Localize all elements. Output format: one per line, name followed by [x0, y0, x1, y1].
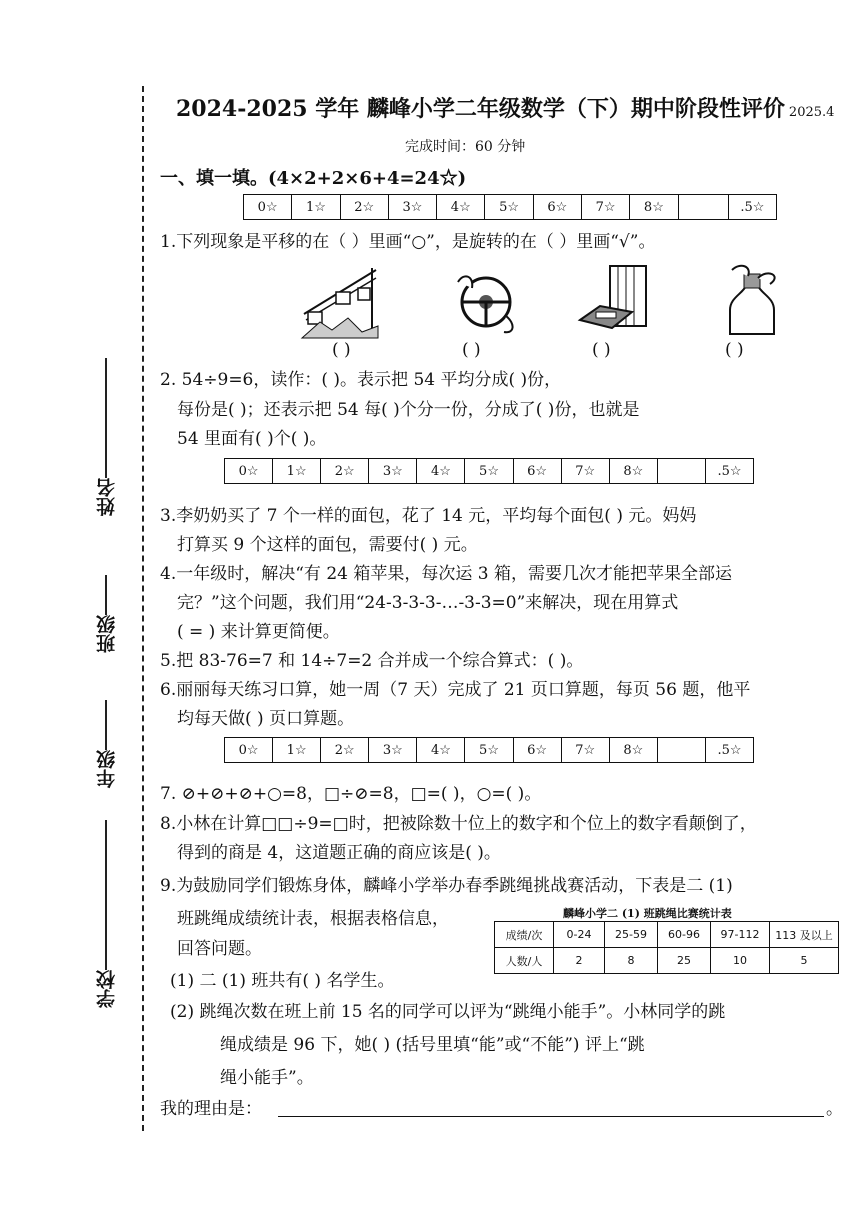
table-header-cell: 60-96	[658, 922, 711, 948]
question-9-line-3: 回答问题。	[177, 939, 262, 959]
table-row	[495, 948, 839, 974]
score-cell[interactable]: 0☆	[225, 738, 273, 762]
question-3-line-2: 打算买 9 个这样的面包，需要付( ) 元。	[177, 535, 478, 555]
page-title	[176, 92, 834, 123]
school-field[interactable]	[86, 820, 126, 1008]
school-blank-line	[105, 820, 107, 970]
school-label: 学校	[95, 970, 118, 1008]
score-cell[interactable]: 8☆	[610, 738, 658, 762]
score-cell[interactable]: 5☆	[465, 459, 513, 483]
drawer-picture	[574, 262, 654, 340]
table-header-cell: 113 及以上	[770, 922, 839, 948]
grade-label: 年级	[95, 750, 118, 788]
score-cell[interactable]	[658, 459, 706, 483]
jump-rope-stats-table	[494, 921, 839, 974]
score-cell[interactable]: 5☆	[485, 195, 533, 219]
table-cell: 8	[605, 948, 658, 974]
bottle-cap-picture	[712, 262, 792, 340]
question-4-line-2: 完？”这个问题，我们用“24-3-3-3-…-3-3=0”来解决，现在用算式	[177, 593, 679, 613]
table-header-cell: 0-24	[554, 922, 605, 948]
time-limit: 完成时间：60 分钟	[405, 139, 526, 155]
score-cell[interactable]: 4☆	[417, 459, 465, 483]
table-header-cell: 25-59	[605, 922, 658, 948]
score-cell[interactable]: .5☆	[717, 742, 742, 758]
question-9-sub-2-line-1: (2) 跳绳次数在班上前 15 名的同学可以评为“跳绳小能手”。小林同学的跳	[170, 1002, 726, 1022]
score-cell[interactable]: 2☆	[321, 459, 369, 483]
reason-label: 我的理由是：	[160, 1099, 262, 1119]
answer-paren-2[interactable]: ( )	[462, 340, 481, 360]
score-cell[interactable]: 0☆	[244, 195, 292, 219]
score-cell[interactable]: 7☆	[582, 195, 630, 219]
table-cell: 10	[711, 948, 770, 974]
score-cell[interactable]: 2☆	[341, 195, 389, 219]
class-field[interactable]	[86, 575, 126, 653]
question-6-line-1: 6.丽丽每天练习口算，她一周（7 天）完成了 21 页口算题，每页 56 题，他平	[160, 680, 751, 700]
question-3-line-1: 3.李奶奶买了 7 个一样的面包，花了 14 元，平均每个面包( ) 元。妈妈	[160, 506, 697, 526]
score-cell[interactable]	[679, 195, 729, 219]
name-label: 姓名	[95, 478, 118, 516]
score-cell[interactable]: 2☆	[321, 738, 369, 762]
score-cell[interactable]: 4☆	[417, 738, 465, 762]
question-2-line-2: 每份是( )；还表示把 54 每( )个分一份，分成了( )份，也就是	[177, 400, 640, 420]
question-8-line-1: 8.小林在计算□□÷9=□时，把被除数十位上的数字和个位上的数字看颠倒了，	[160, 814, 757, 834]
class-blank-line	[105, 575, 107, 615]
score-cell[interactable]: 0☆	[225, 459, 273, 483]
name-field[interactable]	[86, 358, 126, 516]
score-cell[interactable]: 5☆	[465, 738, 513, 762]
score-cell[interactable]	[658, 738, 706, 762]
score-cell[interactable]: 7☆	[562, 738, 610, 762]
exam-date: 2025.4	[788, 105, 835, 120]
score-cell[interactable]: 6☆	[514, 459, 562, 483]
binding-dashed-line	[142, 86, 144, 1131]
reason-end: 。	[826, 1099, 843, 1119]
title-text: 2024-2025 学年 麟峰小学二年级数学（下）期中阶段性评价	[176, 96, 785, 122]
table-cell: 2	[554, 948, 605, 974]
table-header-cell: 成绩/次	[495, 922, 554, 948]
score-cell[interactable]: 4☆	[437, 195, 485, 219]
question-8-line-2: 得到的商是 4，这道题正确的商应该是( )。	[177, 843, 501, 863]
question-9-line-1: 9.为鼓励同学们锻炼身体，麟峰小学举办春季跳绳挑战赛活动，下表是二 (1)	[160, 876, 733, 896]
question-2-line-3: 54 里面有( )个( )。	[177, 429, 327, 449]
grade-blank-line	[105, 700, 107, 750]
class-label: 班级	[95, 615, 118, 653]
answer-paren-1[interactable]: ( )	[332, 340, 351, 360]
score-cell[interactable]: 6☆	[534, 195, 582, 219]
question-4-line-1: 4.一年级时，解决“有 24 箱苹果，每次运 3 箱，需要几次才能把苹果全部运	[160, 564, 732, 584]
table-cell: 5	[770, 948, 839, 974]
answer-paren-3[interactable]: ( )	[592, 340, 611, 360]
score-box	[224, 458, 754, 484]
score-cell[interactable]: 3☆	[369, 459, 417, 483]
score-cell[interactable]: 8☆	[610, 459, 658, 483]
score-cell[interactable]: .5☆	[717, 463, 742, 479]
section-heading: 一、填一填。(4×2+2×6+4=24☆)	[160, 168, 467, 189]
answer-paren-4[interactable]: ( )	[725, 340, 744, 360]
question-1: 1.下列现象是平移的在（ ）里画“○”，是旋转的在（ ）里画“√”。	[160, 232, 656, 252]
table-caption: 麟峰小学二 (1) 班跳绳比赛统计表	[563, 907, 732, 920]
score-cell[interactable]: .5☆	[740, 199, 765, 215]
question-6-line-2: 均每天做( ) 页口算题。	[177, 709, 355, 729]
score-cell[interactable]: 7☆	[562, 459, 610, 483]
table-header-cell: 97-112	[711, 922, 770, 948]
question-9-sub-2-line-2: 绳成绩是 96 下，她( ) (括号里填“能”或“不能”) 评上“跳	[220, 1035, 645, 1055]
score-box	[243, 194, 777, 220]
question-5: 5.把 83-76=7 和 14÷7=2 合并成一个综合算式：( )。	[160, 651, 584, 671]
table-cell: 人数/人	[495, 948, 554, 974]
steering-wheel-picture	[450, 262, 530, 340]
cable-car-picture	[300, 262, 380, 340]
question-9-sub-2-line-3: 绳小能手”。	[220, 1068, 314, 1088]
score-cell[interactable]: 3☆	[389, 195, 437, 219]
score-cell[interactable]: 8☆	[630, 195, 678, 219]
table-row	[495, 922, 839, 948]
question-4-line-3: ( = ) 来计算更简便。	[177, 622, 340, 642]
question-2-line-1: 2. 54÷9=6，读作：( )。表示把 54 平均分成( )份，	[160, 370, 562, 390]
question-9-line-2: 班跳绳成绩统计表，根据表格信息，	[177, 909, 449, 929]
reason-answer-line[interactable]	[278, 1116, 824, 1117]
question-9-sub-1: (1) 二 (1) 班共有( ) 名学生。	[170, 971, 395, 991]
name-blank-line	[105, 358, 107, 478]
question-7: 7. ⊘+⊘+⊘+○=8，□÷⊘=8，□=( )，○=( )。	[160, 784, 542, 804]
score-box	[224, 737, 754, 763]
score-cell[interactable]: 1☆	[292, 195, 340, 219]
score-cell[interactable]: 3☆	[369, 738, 417, 762]
score-cell[interactable]: 1☆	[273, 738, 321, 762]
score-cell[interactable]: 1☆	[273, 459, 321, 483]
table-cell: 25	[658, 948, 711, 974]
grade-field[interactable]	[86, 700, 126, 788]
score-cell[interactable]: 6☆	[514, 738, 562, 762]
